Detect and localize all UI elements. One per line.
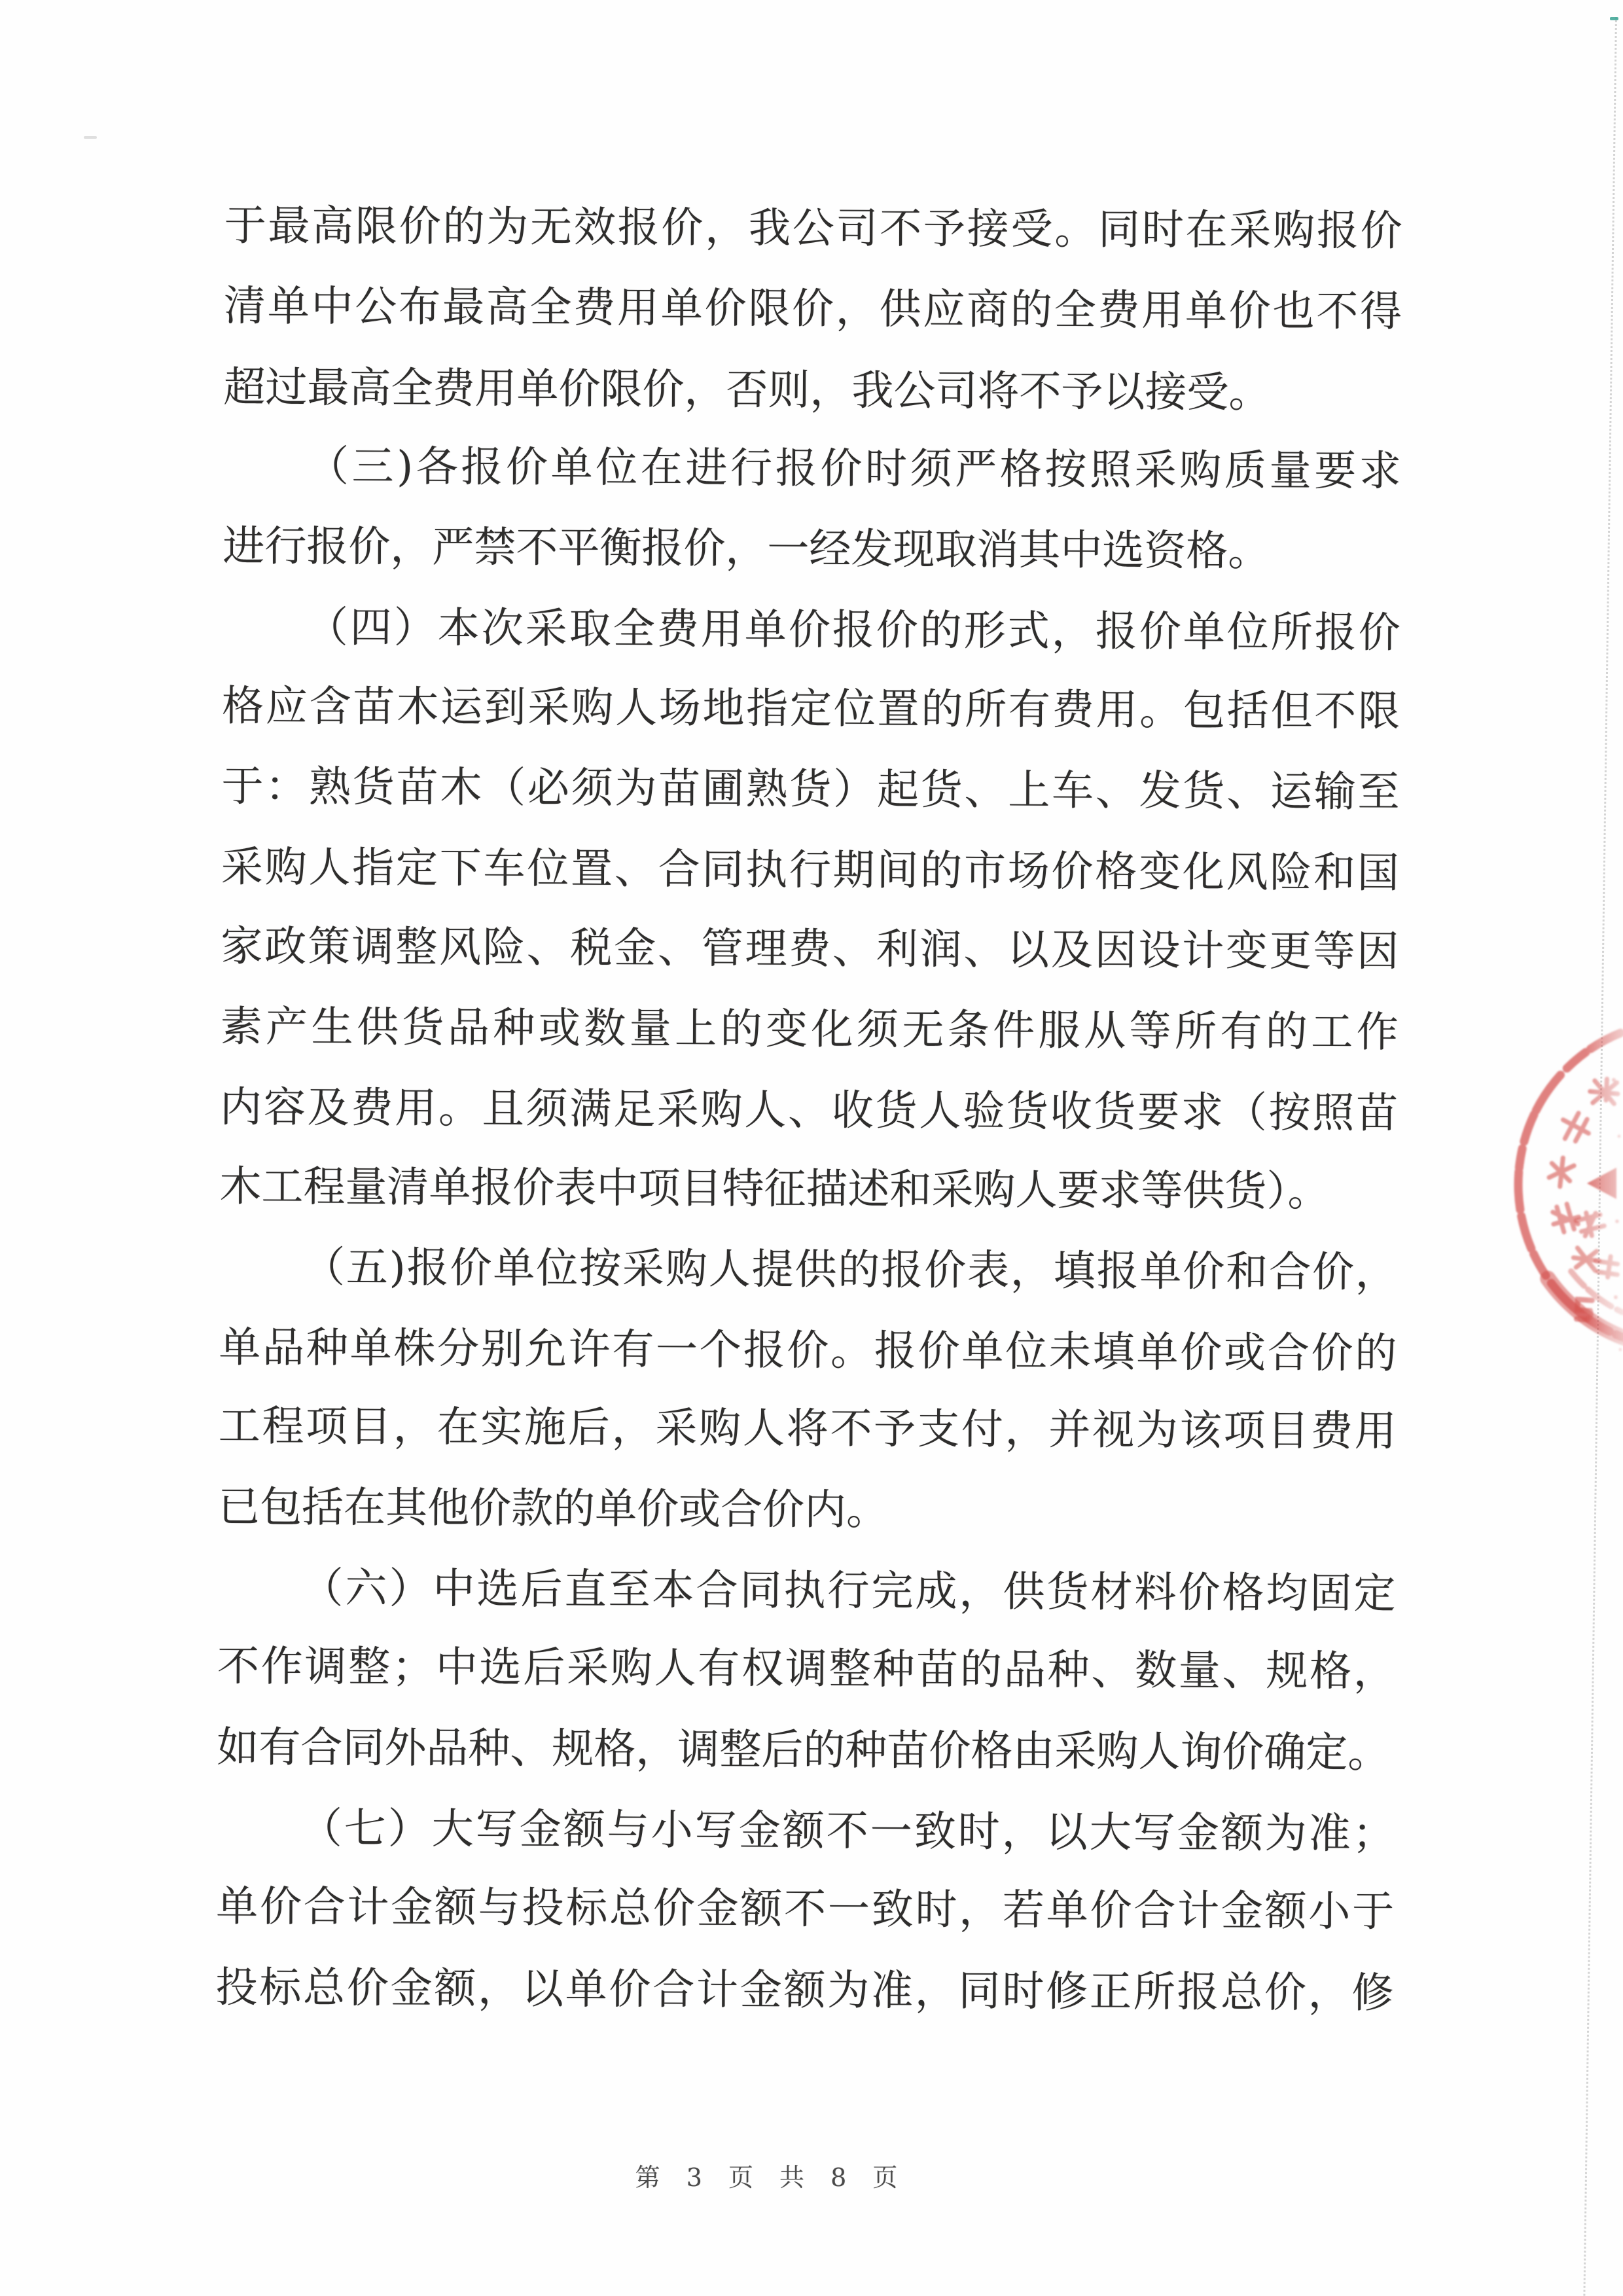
text-line: 进行报价，严禁不平衡报价，一经发现取消其中选资格。 <box>223 522 1270 576</box>
text-line: （七）大写金额与小写金额不一致时，以大写金额为准； <box>300 1804 1395 1859</box>
footer-page-number: 第 3 页 共 8 页 <box>635 2163 907 2192</box>
text-line: 已包括在其他价款的单价或合价内。 <box>217 1482 889 1535</box>
text-line: 单品种单株分别允许有一个报价。报价单位未填单价或合价的 <box>219 1323 1397 1378</box>
text-line: 于：熟货苗木（必须为苗圃熟货）起货、上车、发货、运输至 <box>221 762 1400 817</box>
text-line: 内容及费用。且须满足采购人、收货人验货收货要求（按照苗 <box>219 1083 1399 1138</box>
stamp-glyph-mark <box>1549 1202 1581 1234</box>
body-text <box>215 187 1402 2034</box>
text-line: （四）本次采取全费用单价报价的形式，报价单位所报价 <box>306 603 1400 658</box>
stamp-glyph-mark <box>1594 1255 1620 1279</box>
text-line: 超过最高全费用单价限价，否则，我公司将不予以接受。 <box>223 363 1271 418</box>
text-line: 家政策调整风险、税金、管理费、利润、以及因设计变更等因 <box>221 922 1399 977</box>
text-line: 如有合同外品种、规格，调整后的种苗价格由采购人询价确定。 <box>217 1723 1390 1778</box>
text-line: 不作调整；中选后采购人有权调整种苗的品种、数量、规格， <box>217 1642 1396 1696</box>
text-line: 格应含苗木运到采购人场地指定位置的所有费用。包括但不限 <box>221 682 1400 736</box>
text-line: （三)各报价单位在进行报价时须严格按照采购质量要求 <box>306 442 1402 496</box>
text-line: 清单中公布最高全费用单价限价，供应商的全费用单价也不得 <box>223 282 1402 337</box>
scan-edge-tick <box>1610 17 1618 20</box>
text-line: 单价合计金额与投标总价金额不一致时，若单价合计金额小于 <box>215 1882 1395 1937</box>
scan-artifact-dash <box>84 136 97 139</box>
stamp-glyph-mark <box>1548 1157 1575 1188</box>
text-line: 投标总价金额，以单价合计金额为准，同时修正所报总价，修 <box>215 1963 1394 2018</box>
text-line: （五)报价单位按采购人提供的报价表，填报单价和合价， <box>302 1243 1398 1297</box>
text-line: 木工程量清单报价表中项目特征描述和采购人要求等供货）。 <box>219 1162 1330 1216</box>
text-line: 素产生供货品种或数量上的变化须无条件服从等所有的工作 <box>220 1002 1399 1057</box>
red-seal-stamp <box>1492 1001 1623 1368</box>
text-line: 采购人指定下车位置、合同执行期间的市场价格变化风险和国 <box>221 843 1400 898</box>
stamp-glyph-mark <box>1556 1108 1595 1147</box>
text-line: 工程项目，在实施后，采购人将不予支付，并视为该项目费用 <box>218 1402 1397 1456</box>
text-line: （六）中选后直至本合同执行完成，供货材料价格均固定 <box>301 1564 1396 1619</box>
text-line: 于最高限价的为无效报价，我公司不予接受。同时在采购报价 <box>224 202 1402 256</box>
stamp-glyph-mark <box>1582 1071 1623 1114</box>
